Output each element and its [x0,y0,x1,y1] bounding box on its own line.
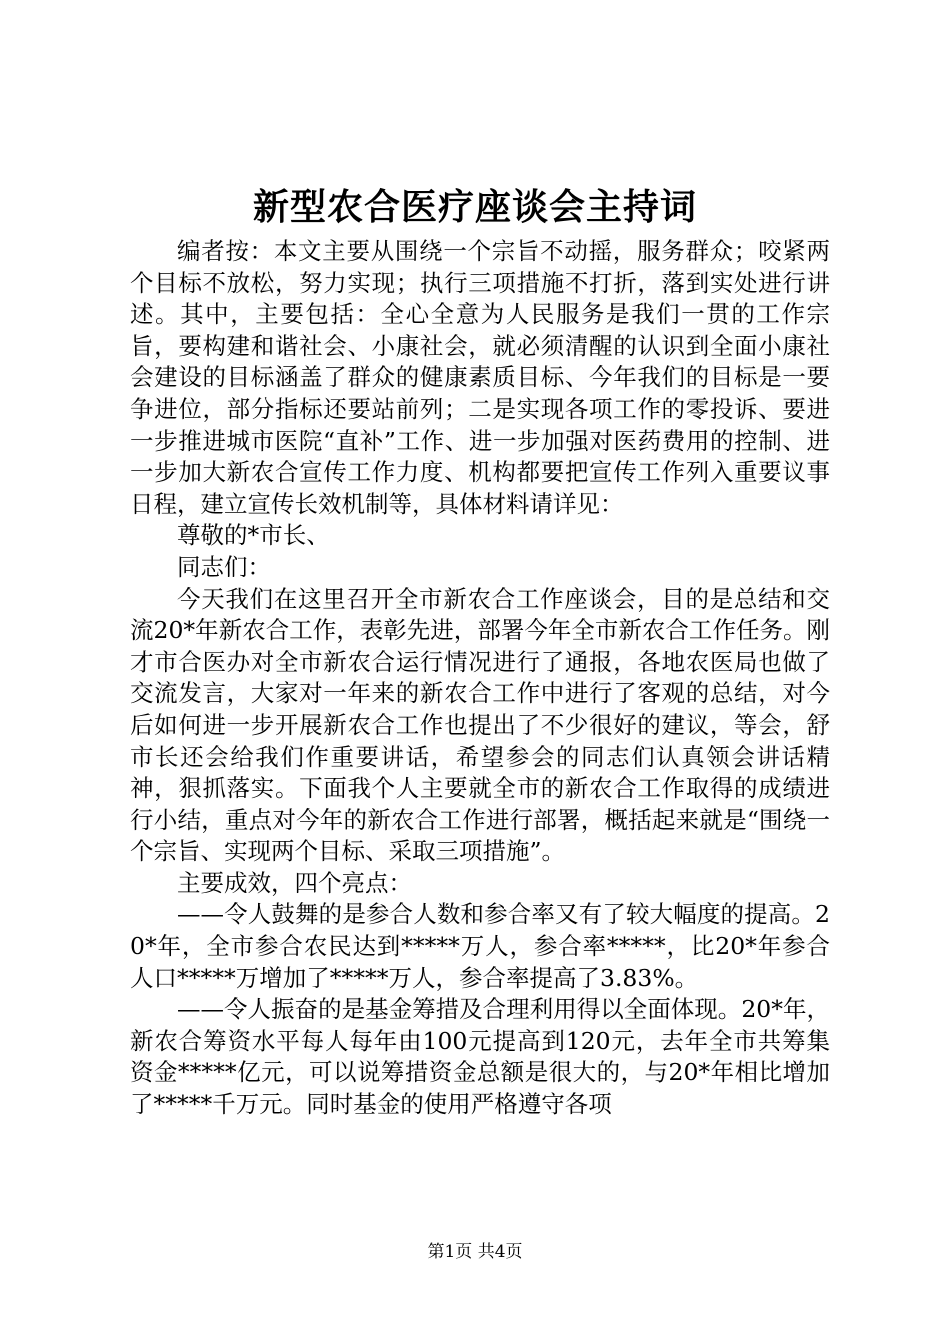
paragraph-opening: 今天我们在这里召开全市新农合工作座谈会，目的是总结和交流20*年新农合工作，表彰先进，部署今年全市新农合工作任务。刚才市合医办对全市新农合运行情况进行了通报，各地农医局也做了交流发言，大家对一年来的新农合工作中进行了客观的总结，对今后如何进一步开展新农合工作也提出了不少很好的建议，等会，舒市长还会给我们作重要讲话，希望参会的同志们认真领会讲话精神，狠抓落实。下面我个人主要就全市的新农合工作取得的成绩进行小结，重点对今年的新农合工作进行部署，概括起来就是“围绕一个宗旨、实现两个目标、采取三项措施”。 [130,584,830,866]
paragraph-salutation: 尊敬的*市长、 [177,521,330,550]
document-body [130,236,830,1121]
page-footer: 第1页 共4页 [427,1242,523,1262]
paragraph-greeting: 同志们： [177,552,271,581]
paragraph-editor-note: 编者按：本文主要从围绕一个宗旨不动摇，服务群众；咬紧两个目标不放松，努力实现；执行三项措施不打折，落到实处进行讲述。其中，主要包括：全心全意为人民服务是我们一贯的工作宗旨，要构建和谐社会、小康社会，就必须清醒的认识到全面小康社会建设的目标涵盖了群众的健康素质目标、今年我们的目标是一要争进位，部分指标还要站前列；二是实现各项工作的零投诉、要进一步推进城市医院“直补”工作、进一步加强对医药费用的控制、进一步加大新农合宣传工作力度、机构都要把宣传工作列入重要议事日程，建立宣传长效机制等，具体材料请详见： [130,237,830,518]
paragraph-highlight-funds: ——令人振奋的是基金筹措及合理利用得以全面体现。20*年，新农合筹资水平每人每年由100元提高到120元，去年全市共筹集资金*****亿元，可以说筹措资金总额是很大的，与20*年相比增加了*****千万元。同时基金的使用严格遵守各项 [130,995,830,1119]
document-title: 新型农合医疗座谈会主持词 [252,186,697,228]
paragraph-highlights-heading: 主要成效，四个亮点： [177,868,412,897]
paragraph-highlight-participation: ——令人鼓舞的是参合人数和参合率又有了较大幅度的提高。20*年，全市参合农民达到*****万人，参合率*****，比20*年参合人口*****万增加了*****万人，参合率提高了3.83%。 [130,900,830,992]
